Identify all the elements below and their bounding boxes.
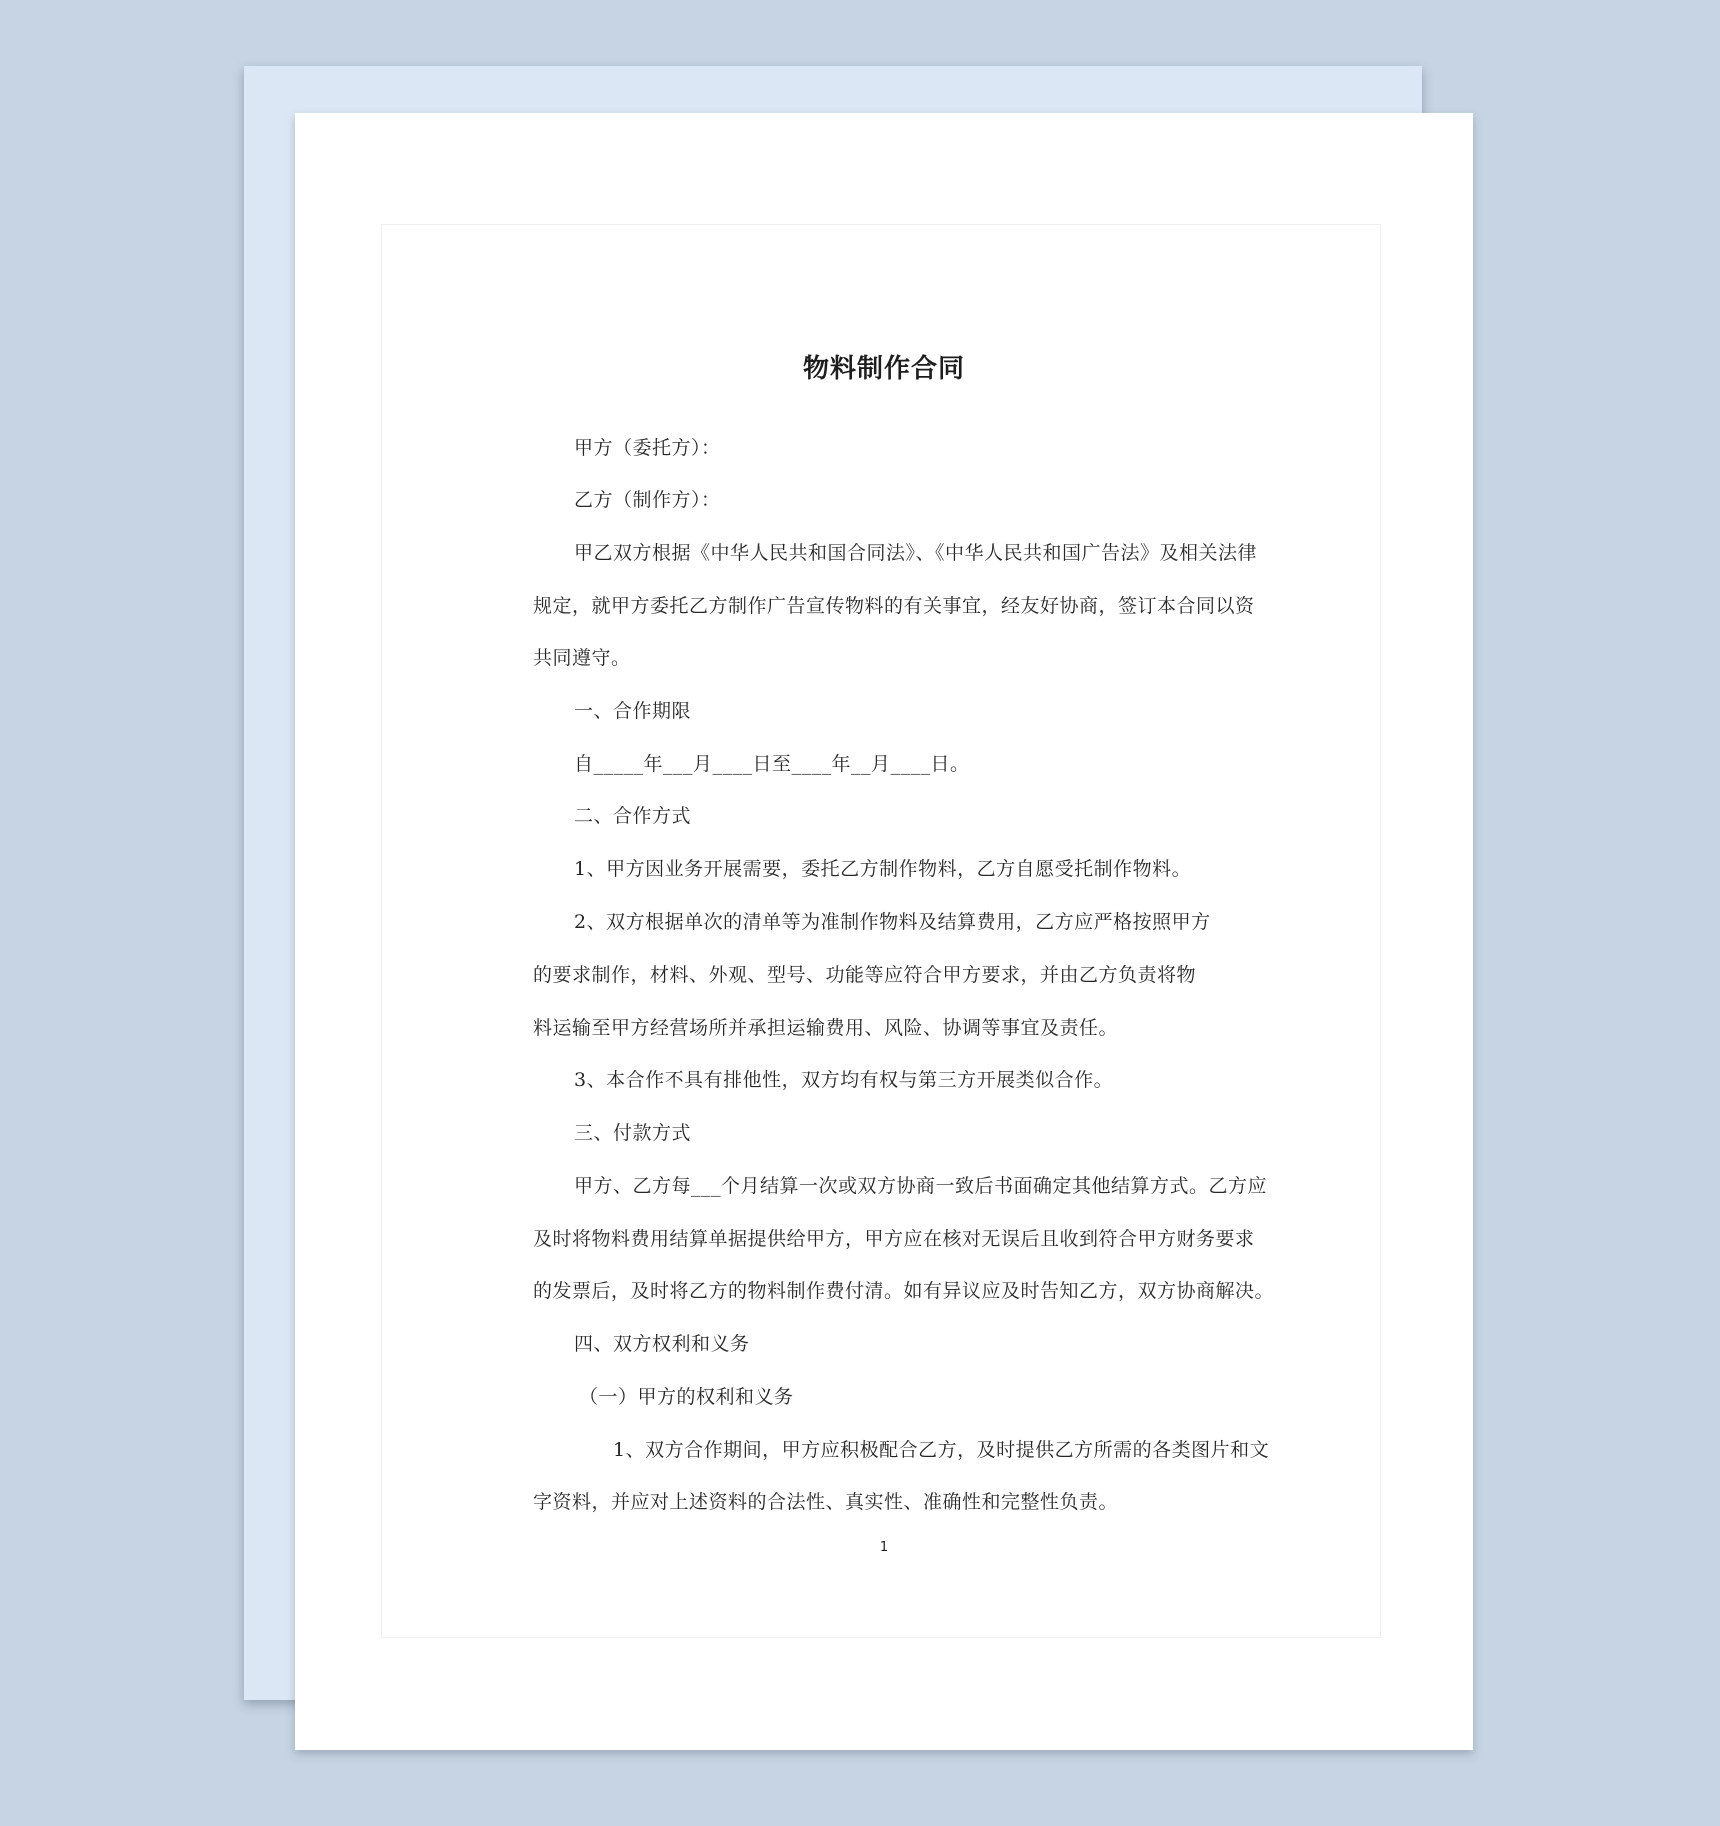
section-heading-rights: 四、双方权利和义务 (574, 1333, 750, 1355)
party-b-line: 乙方（制作方）： (574, 489, 721, 511)
document-title: 物料制作合同 (802, 354, 965, 384)
party-a-clause-1-line-1: 1、双方合作期间，甲方应积极配合乙方，及时提供乙方所需的各类图片和文 (613, 1439, 1270, 1461)
section-heading-term: 一、合作期限 (574, 700, 692, 722)
payment-line-1: 甲方、乙方每___个月结算一次或双方协商一致后书面确定其他结算方式。乙方应 (574, 1175, 1268, 1197)
payment-line-2: 及时将物料费用结算单据提供给甲方，甲方应在核对无误后且收到符合甲方财务要求 (533, 1228, 1255, 1250)
preamble-line-2: 规定，就甲方委托乙方制作广告宣传物料的有关事宜，经友好协商，签订本合同以资 (533, 595, 1255, 617)
preamble-line-1: 甲乙双方根据《中华人民共和国合同法》、《中华人民共和国广告法》及相关法律 (574, 542, 1258, 564)
subsection-heading-party-a: （一）甲方的权利和义务 (579, 1386, 794, 1408)
preamble-line-3: 共同遵守。 (533, 647, 631, 669)
cooperation-clause-3: 3、本合作不具有排他性，双方均有权与第三方开展类似合作。 (574, 1069, 1114, 1091)
term-dates-line: 自_____年___月____日至____年__月____日。 (574, 753, 970, 775)
party-a-clause-1-line-2: 字资料，并应对上述资料的合法性、真实性、准确性和完整性负责。 (533, 1491, 1119, 1513)
payment-line-3: 的发票后，及时将乙方的物料制作费付清。如有异议应及时告知乙方，双方协商解决。 (533, 1280, 1275, 1302)
cooperation-clause-2-line-2: 的要求制作，材料、外观、型号、功能等应符合甲方要求，并由乙方负责将物 (533, 964, 1197, 986)
party-a-line: 甲方（委托方）： (574, 437, 721, 459)
cooperation-clause-1: 1、甲方因业务开展需要，委托乙方制作物料，乙方自愿受托制作物料。 (574, 858, 1192, 880)
cooperation-clause-2-line-3: 料运输至甲方经营场所并承担运输费用、风险、协调等事宜及责任。 (533, 1017, 1119, 1039)
cooperation-clause-2-line-1: 2、双方根据单次的清单等为准制作物料及结算费用，乙方应严格按照甲方 (574, 911, 1211, 933)
section-heading-cooperation: 二、合作方式 (574, 805, 692, 827)
document-page (295, 113, 1473, 1750)
page-number: 1 (879, 1540, 889, 1555)
section-heading-payment: 三、付款方式 (574, 1122, 692, 1144)
